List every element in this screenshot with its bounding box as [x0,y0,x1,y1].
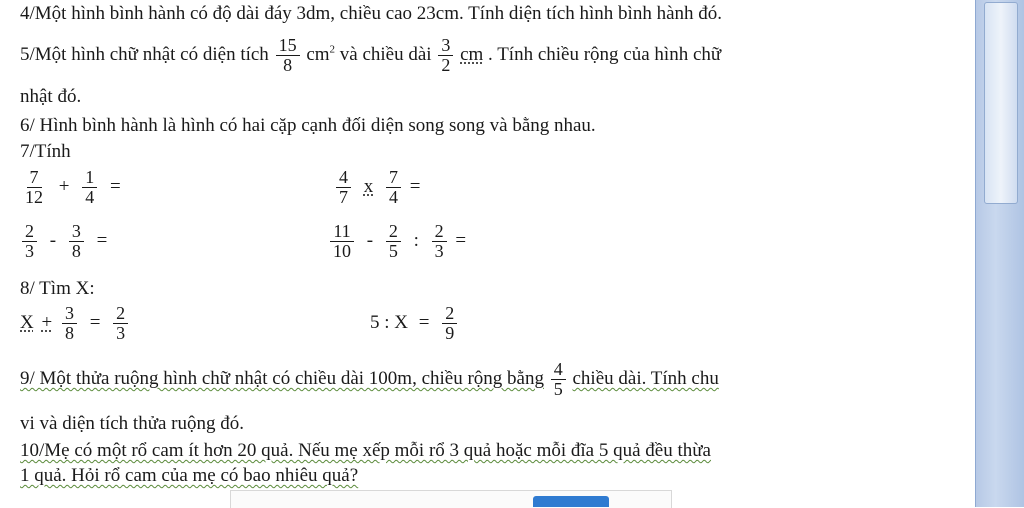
problem-6: 6/ Hình bình hành là hình có hai cặp cạnh đối diện song song và bằng nhau. [20,115,596,136]
problem-8-expr-1: X + $\frac{3}{8}$ = $\frac{2}{3}$ [20,304,130,343]
problem-7-title: 7/Tính [20,141,71,162]
fraction-area: $\frac{15}{8}$ [276,36,300,75]
problem-9-line-2: vi và diện tích thửa ruộng đó. [20,413,245,434]
scrollbar-thumb[interactable] [984,2,1018,204]
vertical-scrollbar[interactable] [975,0,1024,507]
problem-5-line-1: 5/Một hình chữ nhật có diện tích $\frac{15}{8}$ $cm^2$ và chiều dài $\frac{3}{2}$ cm . Tính chiều rộng của hình chữ [20,35,722,75]
problem-10-line-2: 1 quả. Hỏi rổ cam của mẹ có bao nhiêu quả? [20,465,359,486]
fraction-length: $\frac{3}{2}$ [438,36,453,75]
problem-8-title: 8/ Tìm X: [20,278,95,299]
blue-button[interactable] [533,496,609,507]
problem-7-expr-4: $\frac{11}{10}$ - $\frac{2}{5}$ : $\frac{2}{3}$ = [328,222,472,261]
problem-4: 4/Một hình bình hành có độ dài đáy 3dm, chiều cao 23cm. Tính diện tích hình bình hành đó. [20,3,723,24]
problem-7-expr-2: $\frac{4}{7}$ x $\frac{7}{4}$ = [334,168,426,207]
problem-7-expr-1: $\frac{7}{12}$ + $\frac{1}{4}$ = [25,167,121,207]
problem-8-expr-2: 5 : X = $\frac{2}{9}$ [370,304,459,343]
problem-10-line-1: 10/Mẹ có một rổ cam ít hơn 20 quả. Nếu mẹ xếp mỗi rổ 3 quả hoặc mỗi đĩa 5 quả đều thừa [20,440,711,461]
problem-9-line-1: 9/ Một thửa ruộng hình chữ nhật có chiều dài 100m, chiều rộng bằng $\frac{4}{5}$ chiều dài. Tính chu [20,359,719,399]
problem-5-line-2: nhật đó. [20,86,82,107]
problem-7-expr-3: $\frac{2}{3}$ - $\frac{3}{8}$ = [20,222,113,261]
